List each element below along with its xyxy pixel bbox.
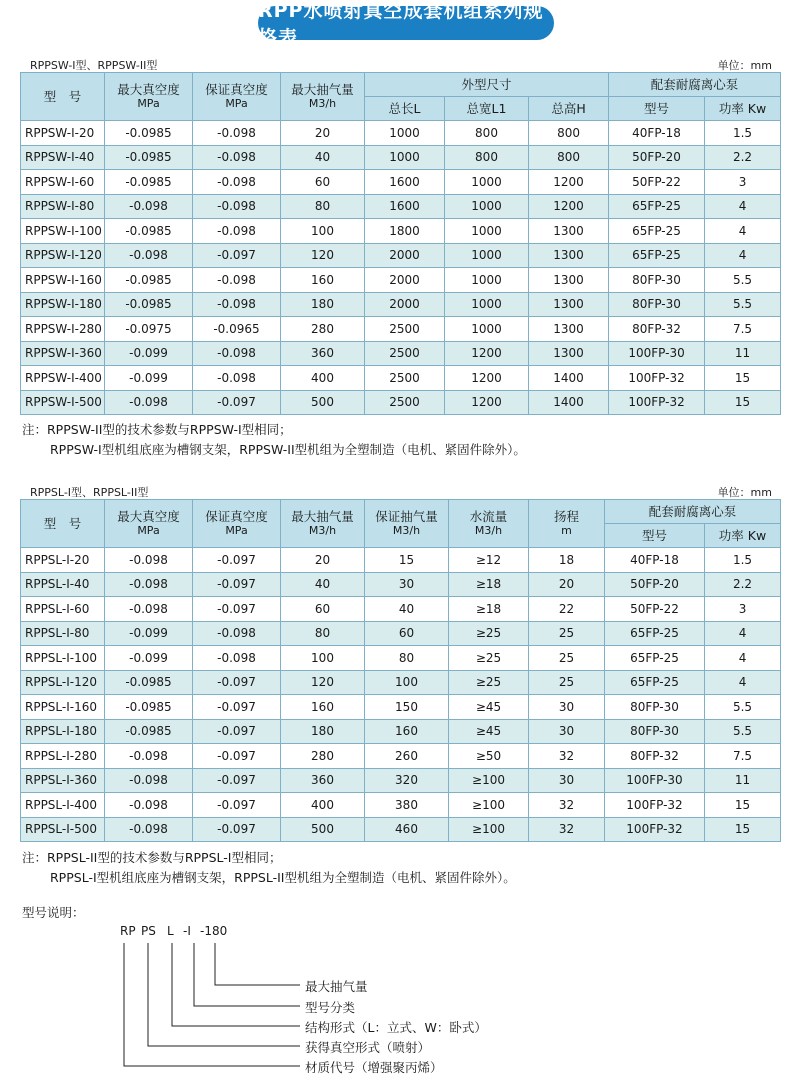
table-cell: 80 <box>365 646 449 671</box>
table-cell: 20 <box>529 572 605 597</box>
table-cell: -0.098 <box>105 572 193 597</box>
table-cell: 5.5 <box>705 292 781 317</box>
table-cell: 100 <box>281 219 365 244</box>
table-cell: 1.5 <box>705 121 781 146</box>
table-cell: 25 <box>529 621 605 646</box>
model-cell: RPPSL-I-40 <box>21 572 105 597</box>
legend-item-air: 最大抽气量 <box>305 979 368 994</box>
table-cell: -0.0965 <box>193 317 281 342</box>
table-cell: -0.098 <box>193 219 281 244</box>
table-cell: 5.5 <box>705 719 781 744</box>
table-cell: ≥25 <box>449 670 529 695</box>
model-cell: RPPSW-I-180 <box>21 292 105 317</box>
table-row <box>21 793 781 818</box>
table1-note <box>22 420 526 460</box>
table-cell: 1600 <box>365 194 445 219</box>
table-cell: 32 <box>529 817 605 842</box>
table2-note-line1: 注：RPPSL-II型的技术参数与RPPSL-I型相同； <box>22 850 282 865</box>
header-pump: 配套耐腐离心泵 <box>609 73 781 97</box>
model-cell: RPPSL-I-80 <box>21 621 105 646</box>
table-cell: -0.097 <box>193 597 281 622</box>
table-cell: 15 <box>705 366 781 391</box>
table-cell: 1.5 <box>705 548 781 573</box>
header-pump-model: 型号 <box>609 97 705 121</box>
table-cell: -0.0985 <box>105 268 193 293</box>
table1-note-line2: RPPSW-I型机组底座为槽钢支架，RPPSW-II型机组为全塑制造（电机、紧固件除外）。 <box>50 442 526 457</box>
table-cell: -0.0985 <box>105 121 193 146</box>
table-cell: 100FP-32 <box>609 366 705 391</box>
table-row <box>21 646 781 671</box>
table-cell: 25 <box>529 646 605 671</box>
table-cell: 180 <box>281 292 365 317</box>
model-cell: RPPSL-I-500 <box>21 817 105 842</box>
table-cell: -0.098 <box>105 390 193 415</box>
table-cell: 3 <box>705 170 781 195</box>
table-cell: 30 <box>529 719 605 744</box>
table-cell: 1000 <box>365 145 445 170</box>
table-cell: 30 <box>529 768 605 793</box>
table-cell: 18 <box>529 548 605 573</box>
table-cell: 1000 <box>445 292 529 317</box>
table-cell: 65FP-25 <box>609 243 705 268</box>
table-row <box>21 817 781 842</box>
table-row <box>21 121 781 146</box>
table-cell: 280 <box>281 744 365 769</box>
table-cell: 40 <box>365 597 449 622</box>
table-cell: -0.098 <box>193 341 281 366</box>
model-cell: RPPSW-I-500 <box>21 390 105 415</box>
table-cell: 360 <box>281 341 365 366</box>
page-title: RPP水喷射真空成套机组系列规格表 <box>258 6 554 40</box>
table-cell: 1200 <box>445 390 529 415</box>
table-cell: 1300 <box>529 219 609 244</box>
table-cell: ≥45 <box>449 719 529 744</box>
connector-air <box>215 943 300 985</box>
table-cell: 65FP-25 <box>605 621 705 646</box>
header-model: 型 号 <box>21 500 105 548</box>
model-cell: RPPSW-I-60 <box>21 170 105 195</box>
table-cell: 160 <box>365 719 449 744</box>
table-cell: 4 <box>705 621 781 646</box>
model-cell: RPPSW-I-40 <box>21 145 105 170</box>
table-cell: -0.097 <box>193 744 281 769</box>
table-cell: 65FP-25 <box>605 670 705 695</box>
table-cell: 30 <box>529 695 605 720</box>
table-cell: 120 <box>281 670 365 695</box>
table-cell: -0.099 <box>105 341 193 366</box>
table-cell: 3 <box>705 597 781 622</box>
legend-title: 型号说明： <box>22 905 85 920</box>
table-row <box>21 670 781 695</box>
table-cell: 32 <box>529 793 605 818</box>
table-cell: 50FP-22 <box>605 597 705 622</box>
table-cell: 100FP-30 <box>605 768 705 793</box>
table-cell: 100FP-32 <box>605 793 705 818</box>
table-cell: 1300 <box>529 243 609 268</box>
table-cell: -0.097 <box>193 548 281 573</box>
table-cell: 25 <box>529 670 605 695</box>
table-cell: 2000 <box>365 243 445 268</box>
legend-item-structure: 结构形式（L：立式、W：卧式） <box>305 1020 487 1035</box>
table1-unit-label: 单位：mm <box>717 59 772 72</box>
model-cell: RPPSL-I-120 <box>21 670 105 695</box>
model-cell: RPPSL-I-160 <box>21 695 105 720</box>
table-cell: -0.097 <box>193 390 281 415</box>
table-cell: ≥100 <box>449 768 529 793</box>
table-cell: -0.098 <box>105 194 193 219</box>
table-cell: -0.0985 <box>105 219 193 244</box>
code-part-structure: L <box>167 924 174 938</box>
table-cell: 2500 <box>365 317 445 342</box>
model-cell: RPPSL-I-280 <box>21 744 105 769</box>
table-row <box>21 170 781 195</box>
table-cell: 2500 <box>365 390 445 415</box>
table-cell: 1000 <box>445 194 529 219</box>
table-row <box>21 268 781 293</box>
table-cell: 100 <box>281 646 365 671</box>
legend-item-class: 型号分类 <box>305 1000 356 1015</box>
table-cell: -0.098 <box>193 194 281 219</box>
table-cell: ≥25 <box>449 621 529 646</box>
table-cell: 80 <box>281 621 365 646</box>
table-cell: 15 <box>365 548 449 573</box>
table-cell: 65FP-25 <box>609 219 705 244</box>
table-row <box>21 292 781 317</box>
header-guaranteed-air: 保证抽气量 M3/h <box>365 500 449 548</box>
table-cell: 1000 <box>445 170 529 195</box>
table-cell: 1000 <box>445 219 529 244</box>
table-cell: ≥18 <box>449 572 529 597</box>
header-pump: 配套耐腐离心泵 <box>605 500 781 524</box>
connector-vacuum-form <box>148 943 300 1046</box>
table-cell: 1800 <box>365 219 445 244</box>
spec-table-horizontal <box>20 72 781 415</box>
table-cell: 400 <box>281 366 365 391</box>
table-cell: 1600 <box>365 170 445 195</box>
table-cell: -0.099 <box>105 366 193 391</box>
table-row <box>21 317 781 342</box>
table-cell: 5.5 <box>705 268 781 293</box>
model-cell: RPPSW-I-80 <box>21 194 105 219</box>
table-row <box>21 145 781 170</box>
table-row <box>21 621 781 646</box>
model-cell: RPPSW-I-160 <box>21 268 105 293</box>
table-cell: 40 <box>281 572 365 597</box>
model-cell: RPPSL-I-60 <box>21 597 105 622</box>
table-cell: 1400 <box>529 390 609 415</box>
table-cell: 80FP-30 <box>609 292 705 317</box>
table-cell: 400 <box>281 793 365 818</box>
table-row <box>21 194 781 219</box>
table-cell: 1400 <box>529 366 609 391</box>
table-cell: 15 <box>705 817 781 842</box>
header-width: 总宽L1 <box>445 97 529 121</box>
table-cell: 80FP-32 <box>609 317 705 342</box>
table-cell: -0.097 <box>193 817 281 842</box>
model-cell: RPPSL-I-180 <box>21 719 105 744</box>
table-cell: ≥18 <box>449 597 529 622</box>
table-cell: 180 <box>281 719 365 744</box>
table-cell: 5.5 <box>705 695 781 720</box>
table-cell: -0.0975 <box>105 317 193 342</box>
table-cell: -0.098 <box>193 145 281 170</box>
header-model: 型 号 <box>21 73 105 121</box>
table-cell: 4 <box>705 243 781 268</box>
table-row <box>21 366 781 391</box>
table-cell: 11 <box>705 341 781 366</box>
table-cell: 4 <box>705 670 781 695</box>
table-cell: 160 <box>281 268 365 293</box>
table-cell: 150 <box>365 695 449 720</box>
table-cell: ≥25 <box>449 646 529 671</box>
table-cell: 100FP-32 <box>609 390 705 415</box>
header-pump-model: 型号 <box>605 524 705 548</box>
header-guaranteed-vacuum: 保证真空度 MPa <box>193 500 281 548</box>
table-cell: 15 <box>705 793 781 818</box>
table-cell: 100FP-30 <box>609 341 705 366</box>
table-row <box>21 744 781 769</box>
model-cell: RPPSW-I-280 <box>21 317 105 342</box>
table-cell: 1300 <box>529 292 609 317</box>
table-cell: 65FP-25 <box>605 646 705 671</box>
header-pump-power: 功率 Kw <box>705 97 781 121</box>
table-cell: 2000 <box>365 292 445 317</box>
table1-sub-label: RPPSW-I型、RPPSW-II型 <box>30 59 158 72</box>
table-cell: 800 <box>529 121 609 146</box>
table-cell: 4 <box>705 219 781 244</box>
table-cell: -0.098 <box>193 366 281 391</box>
table2-unit-label: 单位：mm <box>717 486 772 499</box>
table-cell: -0.0985 <box>105 170 193 195</box>
header-dimensions: 外型尺寸 <box>365 73 609 97</box>
table-cell: 160 <box>281 695 365 720</box>
table-cell: 40FP-18 <box>609 121 705 146</box>
table-cell: 320 <box>365 768 449 793</box>
table-cell: 80FP-32 <box>605 744 705 769</box>
table-row <box>21 572 781 597</box>
table-cell: -0.0985 <box>105 719 193 744</box>
model-cell: RPPSW-I-400 <box>21 366 105 391</box>
legend-item-vacuum-form: 获得真空形式（喷射） <box>305 1040 431 1055</box>
table-cell: 60 <box>281 170 365 195</box>
table-cell: -0.099 <box>105 621 193 646</box>
table-cell: ≥12 <box>449 548 529 573</box>
table-cell: 2.2 <box>705 572 781 597</box>
table-cell: -0.098 <box>105 243 193 268</box>
table-cell: 1200 <box>445 366 529 391</box>
code-part-air: -180 <box>200 924 228 938</box>
table-cell: 500 <box>281 817 365 842</box>
header-guaranteed-vacuum: 保证真空度 MPa <box>193 73 281 121</box>
table-cell: -0.098 <box>105 744 193 769</box>
model-cell: RPPSW-I-20 <box>21 121 105 146</box>
table-cell: 60 <box>281 597 365 622</box>
table-cell: -0.098 <box>105 817 193 842</box>
header-max-vacuum: 最大真空度 MPa <box>105 73 193 121</box>
table-cell: -0.097 <box>193 695 281 720</box>
table-cell: ≥45 <box>449 695 529 720</box>
table-cell: -0.098 <box>193 121 281 146</box>
model-cell: RPPSW-I-360 <box>21 341 105 366</box>
table-cell: ≥50 <box>449 744 529 769</box>
table-cell: 7.5 <box>705 317 781 342</box>
table-cell: -0.0985 <box>105 695 193 720</box>
table-cell: 1000 <box>445 268 529 293</box>
table-cell: 800 <box>445 145 529 170</box>
table-cell: 2500 <box>365 366 445 391</box>
table-cell: ≥100 <box>449 793 529 818</box>
table-cell: 20 <box>281 548 365 573</box>
table-cell: 32 <box>529 744 605 769</box>
table-cell: 4 <box>705 646 781 671</box>
code-part-class: -I <box>183 924 191 938</box>
table2-note-line2: RPPSL-I型机组底座为槽钢支架，RPPSL-II型机组为全塑制造（电机、紧固件除外）。 <box>50 870 516 885</box>
table-cell: 460 <box>365 817 449 842</box>
table-cell: -0.097 <box>193 719 281 744</box>
table-row <box>21 219 781 244</box>
model-cell: RPPSL-I-360 <box>21 768 105 793</box>
table-cell: 40FP-18 <box>605 548 705 573</box>
table-cell: -0.0985 <box>105 670 193 695</box>
table-cell: 80FP-30 <box>605 719 705 744</box>
table2-note <box>22 848 516 888</box>
table-row <box>21 597 781 622</box>
table-cell: 380 <box>365 793 449 818</box>
table-cell: 1300 <box>529 317 609 342</box>
table-cell: -0.098 <box>105 597 193 622</box>
table-cell: -0.097 <box>193 670 281 695</box>
connector-structure <box>172 943 300 1026</box>
table-cell: -0.097 <box>193 243 281 268</box>
table-cell: 100FP-32 <box>605 817 705 842</box>
table-cell: -0.098 <box>193 646 281 671</box>
table-cell: 20 <box>281 121 365 146</box>
model-cell: RPPSL-I-100 <box>21 646 105 671</box>
table-cell: -0.099 <box>105 646 193 671</box>
table-cell: 80FP-30 <box>609 268 705 293</box>
table-cell: 60 <box>365 621 449 646</box>
model-cell: RPPSW-I-120 <box>21 243 105 268</box>
table-cell: 65FP-25 <box>609 194 705 219</box>
header-pump-power: 功率 Kw <box>705 524 781 548</box>
table-cell: 40 <box>281 145 365 170</box>
table2-sub-label: RPPSL-I型、RPPSL-II型 <box>30 486 149 499</box>
table-cell: -0.098 <box>105 548 193 573</box>
table-cell: -0.098 <box>193 170 281 195</box>
table-row <box>21 341 781 366</box>
code-part-vacuum-form: PS <box>141 924 156 938</box>
table-cell: 1000 <box>445 243 529 268</box>
header-height: 总高H <box>529 97 609 121</box>
table-cell: ≥100 <box>449 817 529 842</box>
table-cell: 2.2 <box>705 145 781 170</box>
table-cell: 100 <box>365 670 449 695</box>
table-row <box>21 695 781 720</box>
table-cell: 11 <box>705 768 781 793</box>
table1-note-line1: 注：RPPSW-II型的技术参数与RPPSW-I型相同； <box>22 422 292 437</box>
table-cell: 1200 <box>445 341 529 366</box>
table-cell: 50FP-20 <box>609 145 705 170</box>
table-cell: 500 <box>281 390 365 415</box>
table-cell: 1200 <box>529 194 609 219</box>
table-row <box>21 548 781 573</box>
table-cell: 50FP-20 <box>605 572 705 597</box>
header-max-air: 最大抽气量 M3/h <box>281 500 365 548</box>
table-cell: 22 <box>529 597 605 622</box>
header-water-flow: 水流量 M3/h <box>449 500 529 548</box>
table-cell: 800 <box>529 145 609 170</box>
table-cell: -0.097 <box>193 572 281 597</box>
header-length: 总长L <box>365 97 445 121</box>
table-cell: 1200 <box>529 170 609 195</box>
table-cell: -0.098 <box>193 621 281 646</box>
table-cell: -0.098 <box>193 292 281 317</box>
table-cell: 1300 <box>529 268 609 293</box>
table-cell: -0.0985 <box>105 145 193 170</box>
connector-class <box>194 943 300 1006</box>
table-cell: 1000 <box>365 121 445 146</box>
table-cell: 30 <box>365 572 449 597</box>
table-cell: 15 <box>705 390 781 415</box>
table-cell: 4 <box>705 194 781 219</box>
table-cell: 7.5 <box>705 744 781 769</box>
header-head: 扬程 m <box>529 500 605 548</box>
table-cell: 800 <box>445 121 529 146</box>
table-cell: -0.098 <box>105 768 193 793</box>
model-cell: RPPSL-I-20 <box>21 548 105 573</box>
table-cell: -0.097 <box>193 793 281 818</box>
spec-table-vertical <box>20 499 781 842</box>
model-cell: RPPSL-I-400 <box>21 793 105 818</box>
table-row <box>21 719 781 744</box>
header-max-vacuum: 最大真空度 MPa <box>105 500 193 548</box>
table-cell: 1300 <box>529 341 609 366</box>
table-cell: 280 <box>281 317 365 342</box>
table-cell: 80FP-30 <box>605 695 705 720</box>
code-part-material: RP <box>120 924 136 938</box>
model-cell: RPPSW-I-100 <box>21 219 105 244</box>
table-row <box>21 390 781 415</box>
legend-item-material: 材质代号（增强聚丙烯） <box>305 1060 443 1075</box>
table-row <box>21 243 781 268</box>
table-cell: -0.0985 <box>105 292 193 317</box>
table-cell: 360 <box>281 768 365 793</box>
table-cell: 120 <box>281 243 365 268</box>
table-cell: -0.098 <box>105 793 193 818</box>
table-cell: 1000 <box>445 317 529 342</box>
table-cell: -0.098 <box>193 268 281 293</box>
table-cell: 260 <box>365 744 449 769</box>
table-cell: -0.097 <box>193 768 281 793</box>
table-cell: 80 <box>281 194 365 219</box>
table-cell: 2000 <box>365 268 445 293</box>
table-cell: 2500 <box>365 341 445 366</box>
table-row <box>21 768 781 793</box>
table-cell: 50FP-22 <box>609 170 705 195</box>
header-max-air: 最大抽气量 M3/h <box>281 73 365 121</box>
connector-material <box>124 943 300 1066</box>
